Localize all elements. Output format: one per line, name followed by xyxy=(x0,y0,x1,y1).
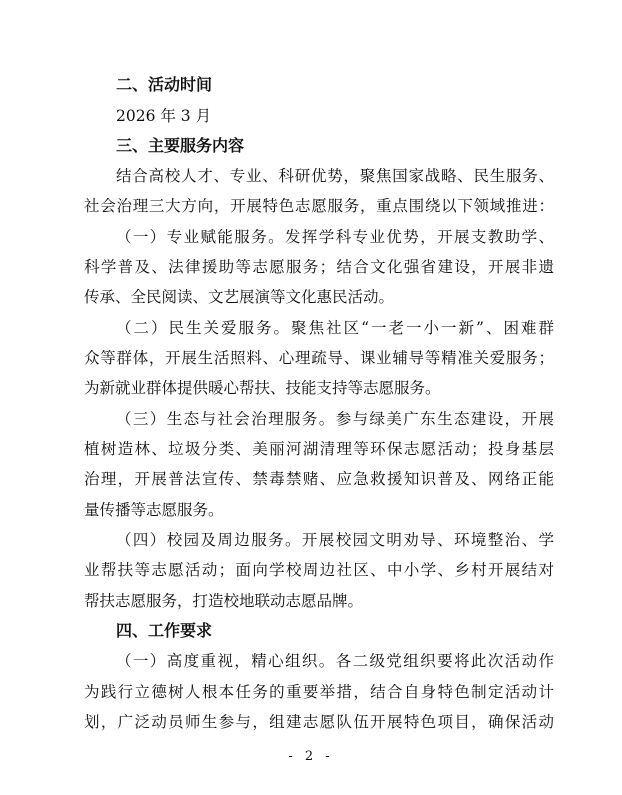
paragraph-line: 业帮扶等志愿活动；面向学校周边社区、中小学、乡村开展结对 xyxy=(84,561,554,579)
paragraph-line: 植树造林、垃圾分类、美丽河湖清理等环保志愿活动；投身基层 xyxy=(84,440,554,458)
section-heading-work-requirements: 四、工作要求 xyxy=(116,621,213,640)
paragraph-line: 划，广泛动员师生参与，组建志愿队伍开展特色项目，确保活动 xyxy=(84,713,554,731)
paragraph-line: 量传播等志愿服务。 xyxy=(84,501,224,519)
paragraph-line: （二）民生关爱服务。聚焦社区“一老一小一新”、困难群 xyxy=(116,319,554,337)
page-number: - 2 - xyxy=(288,749,334,764)
paragraph-line: 为新就业群体提供暖心帮扶、技能支持等志愿服务。 xyxy=(84,379,441,397)
section-heading-activity-time: 二、活动时间 xyxy=(116,75,213,94)
paragraph-line: 社会治理三大方向，开展特色志愿服务，重点围绕以下领域推进： xyxy=(84,197,554,215)
paragraph-line: （四）校园及周边服务。开展校园文明劝导、环境整治、学 xyxy=(116,531,554,549)
section-heading-main-services: 三、主要服务内容 xyxy=(116,136,245,155)
paragraph-line: 结合高校人才、专业、科研优势，聚焦国家战略、民生服务、 xyxy=(116,167,554,185)
activity-date: 2026 年 3 月 xyxy=(116,107,212,125)
paragraph-line: 治理，开展普法宣传、禁毒禁赌、应急救援知识普及、网络正能 xyxy=(84,470,554,488)
paragraph-line: 众等群体，开展生活照料、心理疏导、课业辅导等精准关爱服务； xyxy=(84,349,554,367)
paragraph-line: 科学普及、法律援助等志愿服务；结合文化强省建设，开展非遗 xyxy=(84,258,554,276)
paragraph-line: 为践行立德树人根本任务的重要举措，结合自身特色制定活动计 xyxy=(84,683,554,701)
paragraph-line: （一）专业赋能服务。发挥学科专业优势，开展支教助学、 xyxy=(116,228,554,246)
paragraph-line: （三）生态与社会治理服务。参与绿美广东生态建设，开展 xyxy=(116,410,554,428)
paragraph-line: （一）高度重视，精心组织。各二级党组织要将此次活动作 xyxy=(116,652,554,670)
paragraph-line: 帮扶志愿服务，打造校地联动志愿品牌。 xyxy=(84,592,364,610)
paragraph-line: 传承、全民阅读、文艺展演等文化惠民活动。 xyxy=(84,288,395,306)
